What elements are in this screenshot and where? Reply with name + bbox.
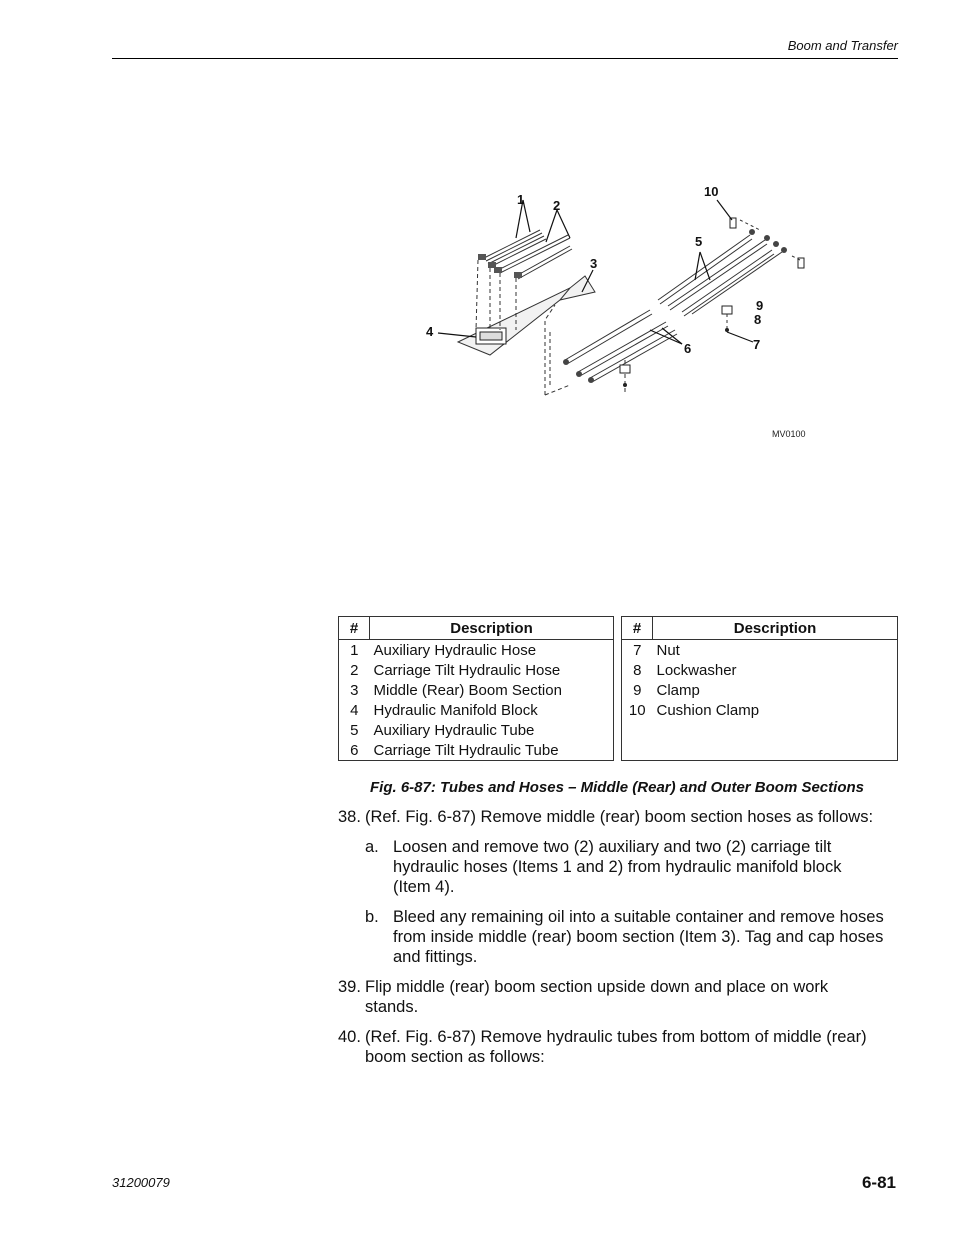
step-text: Loosen and remove two (2) auxiliary and two (2) carriage tilt (393, 838, 832, 856)
item-number: 10 (628, 701, 646, 719)
exploded-diagram (420, 180, 820, 445)
item-description: Auxiliary Hydraulic Tube (373, 721, 535, 739)
callout-3: 3 (590, 256, 598, 271)
step-text: hydraulic hoses (Items 1 and 2) from hydraulic manifold block (393, 858, 842, 876)
item-number: 9 (633, 681, 642, 699)
step-38 (338, 807, 898, 827)
figure-code: MV0100 (772, 429, 806, 439)
step-number: 39. (338, 978, 361, 996)
step-number: a. (365, 838, 379, 856)
step-39 (338, 977, 898, 1017)
callout-8: 8 (754, 312, 762, 327)
item-number: 1 (350, 641, 359, 659)
item-description: Nut (656, 641, 680, 659)
step-number: 40. (338, 1028, 361, 1046)
parts-table-right (621, 616, 898, 761)
callout-10: 10 (704, 184, 719, 199)
step-40 (338, 1027, 898, 1067)
table-row (339, 700, 613, 720)
table-row (339, 660, 613, 680)
col-desc-header: Description (370, 617, 614, 640)
table-row (339, 640, 613, 661)
col-desc-header: Description (653, 617, 898, 640)
table-row (339, 680, 613, 700)
item-description: Clamp (656, 681, 700, 699)
tubes-hoses-illustration (420, 180, 820, 445)
callout-2: 2 (553, 198, 561, 213)
document-number: 31200079 (112, 1175, 170, 1190)
parts-table-left (338, 616, 614, 761)
step-38a (365, 837, 898, 897)
callout-7: 7 (753, 337, 761, 352)
step-text: (Item 4). (393, 878, 455, 896)
step-38b (365, 907, 898, 967)
item-description: Middle (Rear) Boom Section (373, 681, 562, 699)
step-text: from inside middle (rear) boom section (Item 3). Tag and cap hoses (393, 928, 884, 946)
item-number: 6 (350, 741, 359, 759)
table-row (622, 660, 897, 680)
item-number: 5 (350, 721, 359, 739)
step-text: stands. (365, 998, 419, 1016)
col-num-header: # (622, 617, 653, 640)
table-row (339, 720, 613, 740)
table-row (622, 680, 897, 700)
step-number: 38. (338, 808, 361, 826)
step-text: boom section as follows: (365, 1048, 545, 1066)
page-header (112, 36, 898, 59)
table-row (622, 700, 897, 720)
table-row (339, 740, 613, 760)
item-number: 3 (350, 681, 359, 699)
callout-5: 5 (695, 234, 703, 249)
step-text: (Ref. Fig. 6-87) Remove middle (rear) boom section hoses as follows: (365, 808, 874, 826)
header-title: Boom and Transfer (787, 38, 898, 53)
callout-4: 4 (426, 324, 434, 339)
page-number: 6-81 (861, 1173, 896, 1192)
step-text: Bleed any remaining oil into a suitable container and remove hoses (393, 908, 884, 926)
step-text: and fittings. (393, 948, 478, 966)
item-number: 8 (633, 661, 642, 679)
callout-6: 6 (684, 341, 692, 356)
step-text: (Ref. Fig. 6-87) Remove hydraulic tubes from bottom of middle (rear) (365, 1028, 867, 1046)
callout-9: 9 (756, 298, 764, 313)
item-description: Carriage Tilt Hydraulic Tube (373, 741, 559, 759)
step-text: Flip middle (rear) boom section upside down and place on work (365, 978, 829, 996)
item-description: Carriage Tilt Hydraulic Hose (373, 661, 561, 679)
item-number: 4 (350, 701, 359, 719)
table-row (622, 640, 897, 661)
figure-caption: Fig. 6-87: Tubes and Hoses – Middle (Rear) and Outer Boom Sections (370, 779, 864, 796)
item-number: 7 (633, 641, 642, 659)
item-description: Auxiliary Hydraulic Hose (373, 641, 537, 659)
item-description: Hydraulic Manifold Block (373, 701, 538, 719)
item-description: Cushion Clamp (656, 701, 760, 719)
col-num-header: # (339, 617, 370, 640)
item-description: Lockwasher (656, 661, 737, 679)
item-number: 2 (350, 661, 359, 679)
callout-1: 1 (517, 192, 525, 207)
step-number: b. (365, 908, 379, 926)
